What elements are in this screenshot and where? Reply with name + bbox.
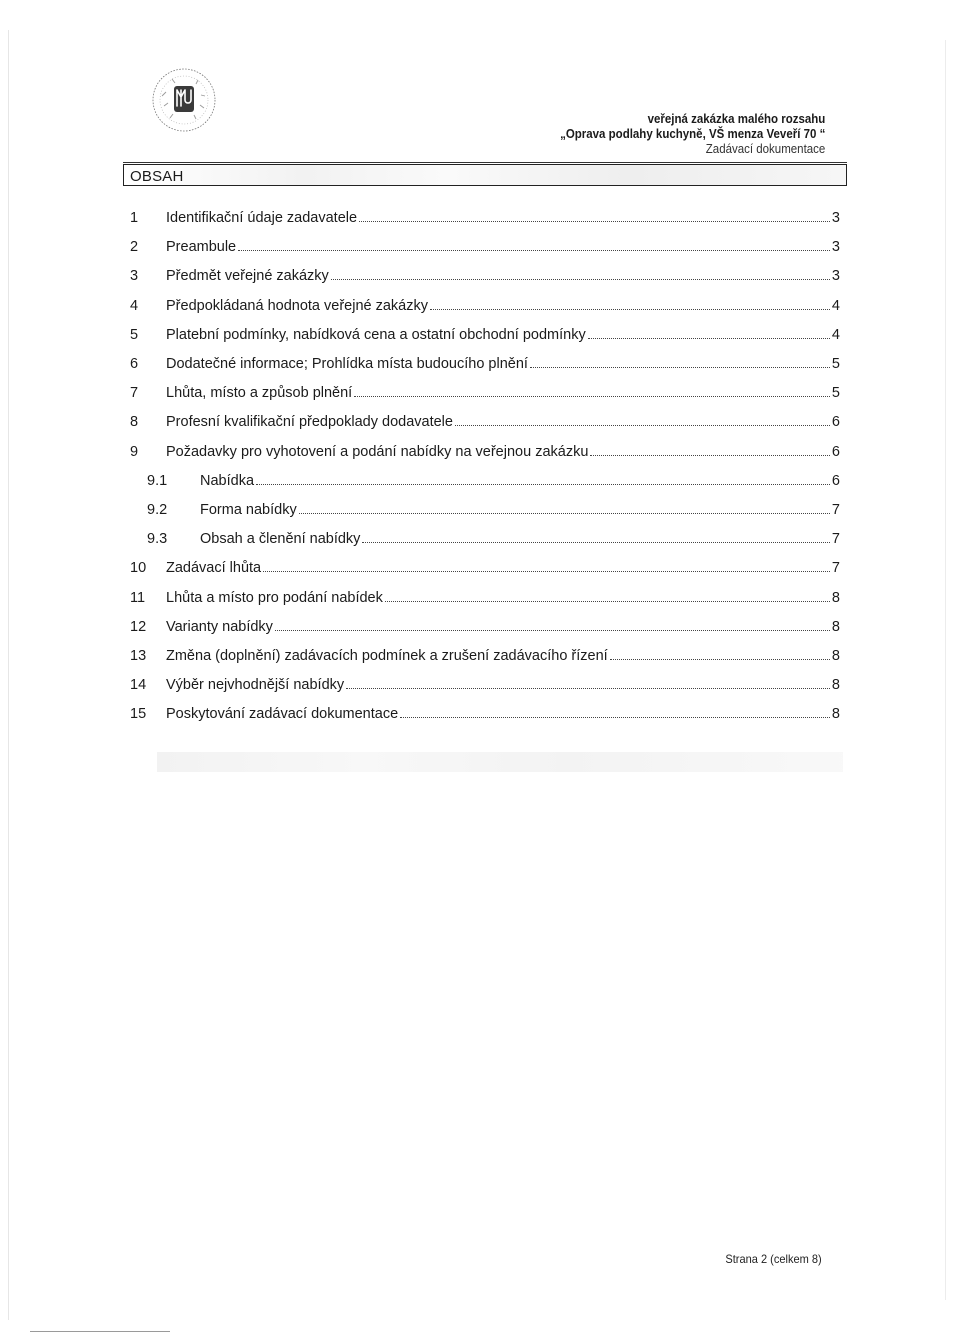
toc-entry[interactable] bbox=[130, 500, 840, 520]
toc-entry-page: 8 bbox=[831, 648, 840, 664]
toc-dot-leader bbox=[299, 512, 830, 514]
toc-entry[interactable] bbox=[130, 704, 840, 724]
page-edge-right bbox=[945, 40, 946, 1300]
toc-entry-number: 14 bbox=[130, 677, 147, 694]
toc-entry-number: 8 bbox=[130, 414, 139, 431]
toc-dot-leader bbox=[346, 687, 830, 689]
toc-entry-page: 7 bbox=[831, 502, 840, 518]
toc-entry[interactable] bbox=[130, 442, 840, 462]
university-seal-icon bbox=[150, 66, 218, 134]
toc-entry-number: 4 bbox=[130, 297, 139, 314]
toc-dot-leader bbox=[362, 541, 830, 543]
toc-entry-title: Požadavky pro vyhotovení a podání nabídky na veřejnou zakázku bbox=[166, 443, 589, 460]
toc-entry-title: Předmět veřejné zakázky bbox=[166, 268, 329, 285]
toc-entry-title: Identifikační údaje zadavatele bbox=[166, 210, 358, 226]
toc-entry-page: 3 bbox=[831, 239, 840, 256]
toc-entry[interactable] bbox=[130, 529, 840, 549]
toc-entry-title: Forma nabídky bbox=[200, 502, 297, 518]
toc-entry[interactable] bbox=[130, 617, 840, 637]
toc-entry-number: 7 bbox=[130, 385, 139, 402]
toc-entry-page: 7 bbox=[831, 531, 840, 548]
toc-entry-page: 6 bbox=[831, 443, 840, 460]
toc-dot-leader bbox=[588, 337, 830, 339]
toc-entry[interactable] bbox=[130, 383, 840, 403]
toc-entry-number: 2 bbox=[130, 239, 139, 256]
toc-entry-title: Lhůta a místo pro podání nabídek bbox=[166, 589, 383, 606]
toc-entry[interactable] bbox=[130, 675, 840, 695]
toc-entry[interactable] bbox=[130, 354, 840, 374]
toc-entry-number: 3 bbox=[130, 268, 139, 285]
toc-entry[interactable] bbox=[130, 646, 840, 666]
toc-entry-title: Změna (doplnění) zadávacích podmínek a zrušení zadávacího řízení bbox=[166, 648, 608, 664]
toc-entry-number: 5 bbox=[130, 326, 139, 343]
header-document-type: Zadávací dokumentace bbox=[705, 142, 825, 156]
toc-entry-page: 8 bbox=[831, 618, 840, 635]
toc-entry[interactable] bbox=[130, 558, 840, 578]
toc-dot-leader bbox=[354, 395, 830, 397]
toc-entry-number: 13 bbox=[130, 648, 147, 664]
toc-entry-page: 6 bbox=[831, 414, 840, 431]
toc-entry[interactable] bbox=[130, 296, 840, 316]
toc-entry[interactable] bbox=[130, 208, 840, 228]
toc-entry-number: 15 bbox=[130, 706, 147, 723]
toc-entry-title: Obsah a členění nabídky bbox=[200, 531, 361, 548]
toc-entry-page: 5 bbox=[831, 385, 840, 402]
toc-entry-page: 6 bbox=[831, 472, 840, 489]
page-footer: Strana 2 (celkem 8) bbox=[725, 1252, 822, 1266]
toc-dot-leader bbox=[590, 454, 830, 456]
page-edge-left bbox=[8, 30, 9, 1320]
toc-dot-leader bbox=[430, 308, 830, 310]
toc-entry-title: Varianty nabídky bbox=[166, 618, 273, 635]
header-contract-type: veřejná zakázka malého rozsahu bbox=[647, 112, 825, 126]
document-header bbox=[560, 112, 825, 157]
contents-heading: OBSAH bbox=[130, 168, 184, 185]
toc-entry-number: 1 bbox=[130, 210, 139, 226]
toc-dot-leader bbox=[455, 424, 830, 426]
toc-entry-title: Zadávací lhůta bbox=[166, 560, 262, 577]
toc-dot-leader bbox=[530, 366, 830, 368]
toc-entry-title: Preambule bbox=[166, 239, 237, 256]
toc-entry-title: Platební podmínky, nabídková cena a ostatní obchodní podmínky bbox=[166, 326, 586, 343]
toc-entry-title: Profesní kvalifikační předpoklady dodavatele bbox=[166, 414, 453, 431]
toc-entry[interactable] bbox=[130, 471, 840, 491]
toc-dot-leader bbox=[385, 600, 830, 602]
toc-entry-page: 4 bbox=[831, 326, 840, 343]
toc-dot-leader bbox=[400, 716, 830, 718]
toc-entry-number: 9.1 bbox=[147, 472, 168, 489]
toc-entry[interactable] bbox=[130, 237, 840, 257]
toc-dot-leader bbox=[610, 658, 830, 660]
scan-shading-band bbox=[157, 752, 843, 772]
toc-entry-number: 11 bbox=[130, 589, 146, 606]
toc-dot-leader bbox=[256, 483, 830, 485]
toc-entry-number: 12 bbox=[130, 618, 147, 635]
toc-entry-title: Poskytování zadávací dokumentace bbox=[166, 706, 399, 723]
toc-dot-leader bbox=[359, 220, 830, 222]
toc-entry-title: Dodatečné informace; Prohlídka místa budoucího plnění bbox=[166, 356, 528, 372]
scan-artifact-line bbox=[30, 1331, 170, 1332]
header-contract-name: „Oprava podlahy kuchyně, VŠ menza Veveří 70 “ bbox=[559, 127, 825, 141]
toc-dot-leader bbox=[275, 629, 830, 631]
toc-entry-page: 3 bbox=[831, 210, 840, 226]
toc-dot-leader bbox=[331, 278, 830, 280]
toc-entry[interactable] bbox=[130, 266, 840, 286]
toc-entry-page: 8 bbox=[831, 589, 840, 606]
toc-entry-page: 5 bbox=[831, 356, 840, 372]
toc-dot-leader bbox=[263, 570, 830, 572]
toc-entry-page: 3 bbox=[831, 268, 840, 285]
toc-entry-title: Předpokládaná hodnota veřejné zakázky bbox=[166, 297, 428, 314]
toc-entry-page: 8 bbox=[831, 677, 840, 694]
toc-entry-title: Výběr nejvhodnější nabídky bbox=[166, 677, 345, 694]
toc-entry[interactable] bbox=[130, 412, 840, 432]
toc-entry[interactable] bbox=[130, 588, 840, 608]
contents-heading-bar bbox=[123, 164, 847, 186]
toc-entry-number: 10 bbox=[130, 560, 147, 577]
toc-entry-number: 9 bbox=[130, 443, 139, 460]
toc-entry-number: 9.2 bbox=[147, 502, 168, 518]
toc-entry-title: Nabídka bbox=[200, 472, 255, 489]
toc-entry-title: Lhůta, místo a způsob plnění bbox=[166, 385, 353, 402]
toc-entry-page: 4 bbox=[831, 297, 840, 314]
toc-entry-number: 6 bbox=[130, 356, 139, 372]
toc-entry-number: 9.3 bbox=[147, 531, 168, 548]
toc-entry-page: 8 bbox=[831, 706, 840, 723]
toc-entry-page: 7 bbox=[831, 560, 840, 577]
toc-entry[interactable] bbox=[130, 325, 840, 345]
toc-dot-leader bbox=[238, 249, 830, 251]
